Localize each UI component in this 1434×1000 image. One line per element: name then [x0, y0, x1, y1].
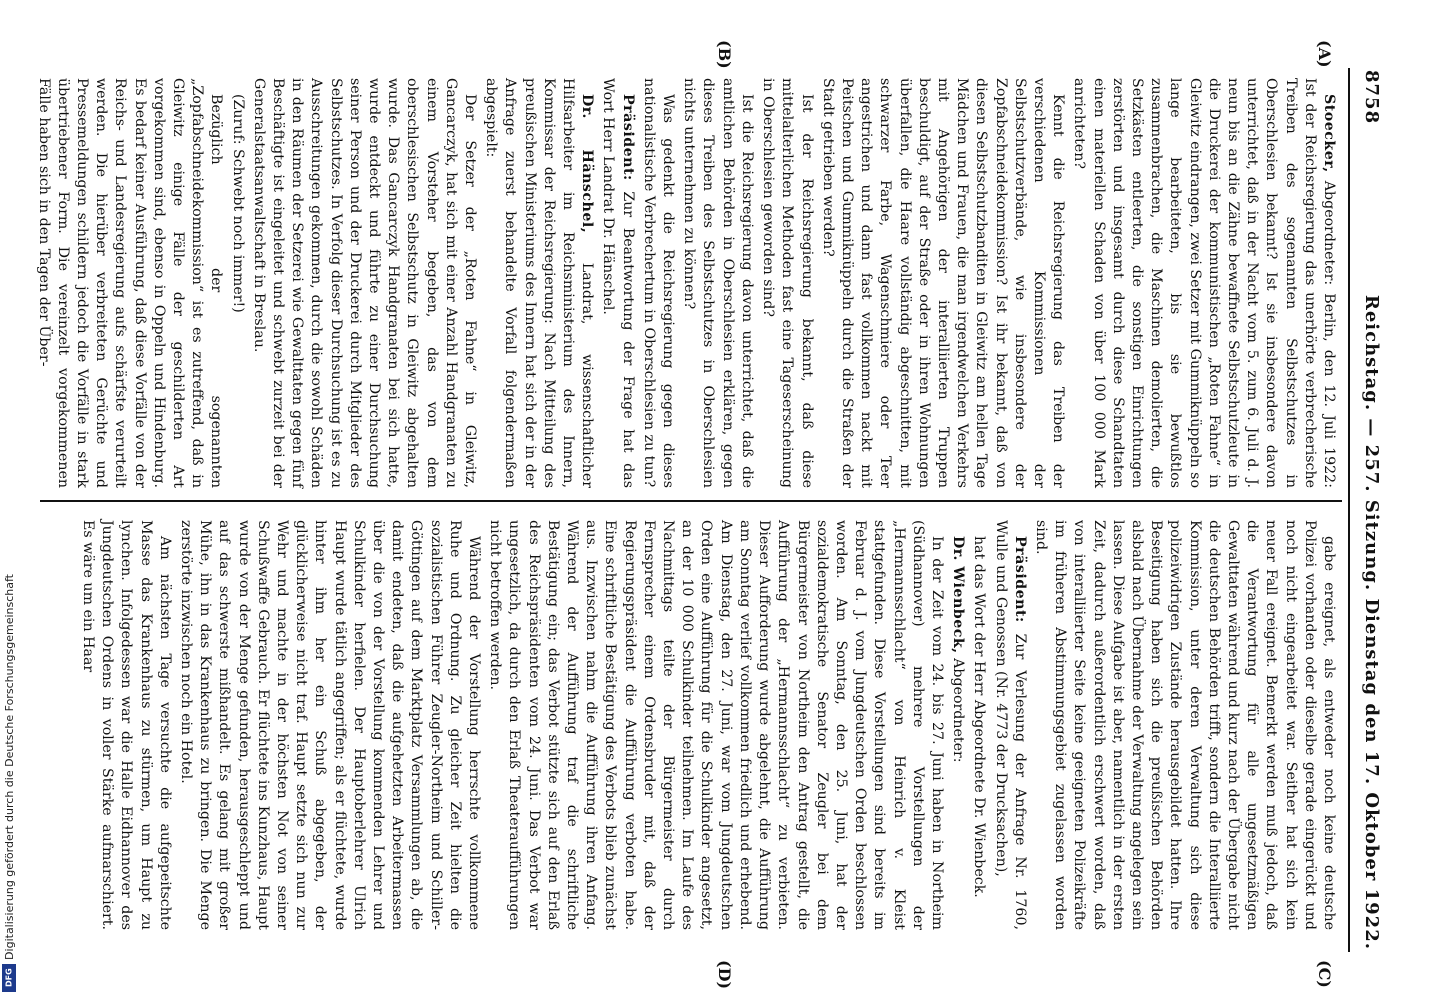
paragraph [1031, 520, 1338, 930]
paragraph-text: Was gedenkt die Reichsregierung gegen dieses nationalistische Verbrechertum in Oberschlesien zu tun? [640, 78, 677, 488]
margin-mark-c: (C) [1315, 960, 1334, 988]
column-divider [40, 500, 1342, 502]
margin-mark-a: (A) [1315, 40, 1334, 68]
paragraph [679, 78, 756, 488]
paragraph [78, 520, 174, 930]
speaker-name: Stoecker, [1321, 94, 1337, 173]
paragraph [758, 78, 816, 488]
paragraph-text: Der Setzer der „Roten Fahne“ in Gleiwitz, Gancarczyk, hat sich mit einer Anzahl Handgranaten zu einem Vorsteher begeben, das von dem oberschlesischen Selbstschutz in Gleiwitz abgehalten wurde. Das Gancarczyk Handgranaten bei sich hatte, wurde entdeckt und führte zu einer Durchsuchung seiner Person und der Druckerei durch Mitglieder des Selbstschutzes. In Verfolg dieser Durchsuchung ist es zu Ausschreitungen gekommen, durch die sowohl Schäden in den Räumen der Setzerei wie Gewalttaten gegen fünf Beschäftigte ist eingeleitet und schwebt zurzeit bei der Generalstaatsanwaltschaft in Breslau. [250, 78, 479, 488]
paragraph [948, 520, 967, 930]
dfg-logo: DFG [2, 964, 16, 992]
margin-mark-d: (D) [715, 960, 734, 990]
paragraph-text: Abgeordneter: [950, 658, 967, 763]
paragraph [33, 78, 225, 488]
paragraph [1069, 78, 1338, 488]
margin-mark-b: (B) [715, 40, 734, 69]
right-column [76, 520, 1338, 930]
paragraph-text: Zur Verlesung der Anfrage Nr. 1760, Wulle und Genossen (Nr. 4773 der Drucksachen), [992, 520, 1028, 930]
page-title: Reichstag. — 257. Sitzung. Dienstag den 17. Oktober 1922. [1361, 294, 1382, 950]
paragraph-text: Am nächsten Tage versuchte die aufgepeitschte Masse das Krankenhaus zu stürmen, um Haupt zu lynchen. Infolgedessen war die Halle Eidhannover des Jungdeutschen Ordens in voller Stärke aufmarschiert. Es wäre um ein Haar [80, 520, 173, 930]
paragraph [818, 78, 1068, 488]
paragraph [990, 520, 1028, 930]
paragraph-text: Bezüglich der sogenannten „Zopfabschneidekommission“ ist es zutreffend, daß in Gleiwitz einige Fälle der geschilderten Art vorgekommen sind, ebenso in Oppeln und Hindenburg. Es bedarf keiner Ausführung, daß diese Vorfälle von der Reichs- und Landesregierung aufs schärfste verurteilt werden. Die hierüber verbreiteten Gerüchte und Pressemeldungen schildern jedoch die Vorfälle in stark übertriebener Form. Die vereinzelt vorgekommenen Fälle haben sich in den Tagen der Über- [35, 78, 225, 488]
header-rule [1348, 68, 1350, 952]
dfg-footer [0, 0, 18, 1000]
paragraph-text: Ist der Reichsregierung bekannt, daß diese mittelalterlichen Methoden fast eine Tageserscheinung in Oberschlesien geworden sind? [760, 78, 815, 488]
speaker-name: Dr. Hänschel, [579, 94, 596, 234]
paragraph-text: Während der Vorstellung herrschte vollkommene Ruhe und Ordnung. Zu gleicher Zeit hielten die sozialistischen Führer Zeugler-Northeim und Schiller-Göttingen auf dem Marktplatz Versammlungen ab, die damit endeten, daß die aufgehetzten Arbeitermassen über die von der Vorstellung kommenden Lehrer und Schulkinder herfielen. Der Hauptoberlehrer Ulrich Haupt wurde tätlich angegriffen; als er flüchtete, wurde hinter ihm her ein Schuß abgegeben, der glücklicherweise nicht traf. Haupt setzte sich nun zur Wehr und machte in der höchsten Not von seiner Schußwaffe Gebrauch. Er flüchtete ins Kunzhaus, Haupt wurde von der Menge gefunden, herausgeschleppt und auf das schwerste mißhandelt. Es gelang mit großer Mühe, ihn in das Krankenhaus zu bringen. Die Menge zerstörte inzwischen noch ein Hotel. [178, 520, 483, 930]
speaker-name: Dr. Wienbeck, [950, 536, 967, 654]
page-header [1361, 70, 1382, 950]
dfg-credit-text: Digitalisierung gefördert durch die Deutsche Forschungsgemeinschaft [3, 574, 16, 960]
paragraph-text: Abgeordneter: Berlin, den 12. Juli 1922: Ist der Reichsregierung das unerhörte verbrecherische Treiben des sogenannten Selbstschutzes in Oberschlesien bekannt? Ist sie insbesondere davon unterrichtet, daß in der Nacht vom 5. zum 6. Juli d. J. neun bis an die Zähne bewaffnete Selbstschutzleute in die Druckerei der kommunistischen „Roten Fahne“ in Gleiwitz eindrangen, zwei Setzer mit Gummiknüppeln so lange bearbeiteten, bis sie bewußtlos zusammenbrachen, die Maschinen demolierten, die Setzkästen entleerten, die sonstigen Einrichtungen zerstörten und insgesamt durch diese Schandtaten einen materiellen Schaden von über 100 000 Mark anrichteten? [1071, 78, 1337, 488]
paragraph [227, 78, 246, 488]
paragraph [176, 520, 483, 930]
paragraph-text: In der Zeit vom 24. bis 27. Juni haben in Northeim (Südhannover) mehrere Vorstellungen der „Hermannsschlacht“ von Heinrich v. Kleist stattgefunden. Diese Vorstellungen sind bereits im Februar d. J. vom Jungdeutschen Orden beschlossen worden. Am Sonntag, den 25. Juni, hat der sozialdemokratische Senator Zeugler bei dem Bürgermeister von Northeim den Antrag gestellt, die Aufführung der „Hermannsschlacht“ zu verbieten. Dieser Aufforderung wurde abgelehnt, die Aufführung am Sonntag verlief vollkommen friedlich und erhebend. Am Dienstag, den 27. Juni, war vom Jungdeutschen Orden eine Aufführung für die Schulkinder angesetzt, an der 10 000 Schulkinder teilnehmen. Im Laufe des Nachmittags teilte der Bürgermeister durch Fernsprecher einem Ordensbruder mit, daß der Regierungspräsident die Aufführung verboten habe. Eine schriftliche Bestätigung des Verbots blieb zunächst aus. Inzwischen nahm die Aufführung ihren Anfang. Während der Aufführung traf die schriftliche Bestätigung ein; das Verbot stützte sich auf den Erlaß des Reichspräsidenten vom 24. Juni. Das Verbot war ungesetzlich, da durch den Erlaß Theateraufführungen nicht betroffen werden. [487, 520, 945, 930]
paragraph-text: Zur Beantwortung der Frage hat das Wort Herr Landrat Dr. Hänschel. [600, 78, 636, 488]
left-column [31, 78, 1338, 488]
speaker-name: Präsident: [619, 94, 636, 181]
page-number: 8758 [1361, 70, 1382, 125]
paragraph [249, 78, 479, 488]
paragraph-text: Ist die Reichsregierung davon unterrichtet, daß die amtlichen Behörden in Oberschlesien erklären, gegen dieses Treiben des Selbstschutzes in Oberschlesien nichts unternehmen zu können? [681, 78, 755, 488]
paragraph-text: (Zuruf: Schwebt noch immer!) [229, 94, 246, 313]
paragraph [969, 520, 988, 930]
paragraph-text: Kennt die Reichsregierung das Treiben der verschiedenen Kommissionen der Selbstschutzverbände, wie insbesondere der Zopfabschneidekommission? Ist ihr bekannt, daß von diesen Selbstschutzbanditen in Gleiwitz am hellen Tage Mädchen und Frauen, die man irgendwelchen Verkehrs mit Angehörigen der interalliierten Truppen beschuldigt, auf der Straße oder in ihren Wohnungen überfallen, die Haare vollständig abgeschnitten, mit schwarzer Farbe, Wagenschmiere oder Teer angestrichen und dann fast vollkommen nackt mit Peitschen und Gummiknüppeln durch die Straßen der Stadt getrieben werden? [819, 78, 1067, 488]
paragraph-text: hat das Wort der Herr Abgeordnete Dr. Wienbeck. [971, 536, 988, 898]
speaker-name: Präsident: [1011, 536, 1028, 623]
paragraph-text: gabe ereignet, als entweder noch keine deutsche Polizei vorhanden oder dieselbe gerade eingerückt und noch nicht eingearbeitet war. Seither hat sich kein neuer Fall ereignet. Bemerkt werden muß jedoch, daß die Verantwortung für alle ungesetzmäßigen Gewalttaten während und kurz nach der Übergabe nicht die deutschen Behörden trifft, sondern die Interalliierte Kommission, unter deren Verwaltung sich diese polizeiwidrigen Zustände herausgebildet hatten. Ihre Beseitigung haben sich die preußischen Behörden alsbald nach Übernahme der Verwaltung angelegen sein lassen. Diese Aufgabe ist aber, namentlich in der ersten Zeit, dadurch außerordentlich erschwert worden, daß von interalliierter Seite keine geeigneten Polizeikräfte im früheren Abstimmungsgebiet zugelassen worden sind. [1032, 520, 1337, 930]
paragraph-text: Landrat, wissenschaftlicher Hilfsarbeiter im Reichsministerium des Innern, Kommissar der Reichsregierung: Nach Mitteilung des preußischen Ministeriums des Innern hat sich der in der Anfrage zuerst behandelte Vorfall folgendermaßen abgespielt: [483, 78, 596, 488]
paragraph [639, 78, 677, 488]
paragraph [481, 78, 596, 488]
paragraph [598, 78, 636, 488]
paragraph [485, 520, 946, 930]
